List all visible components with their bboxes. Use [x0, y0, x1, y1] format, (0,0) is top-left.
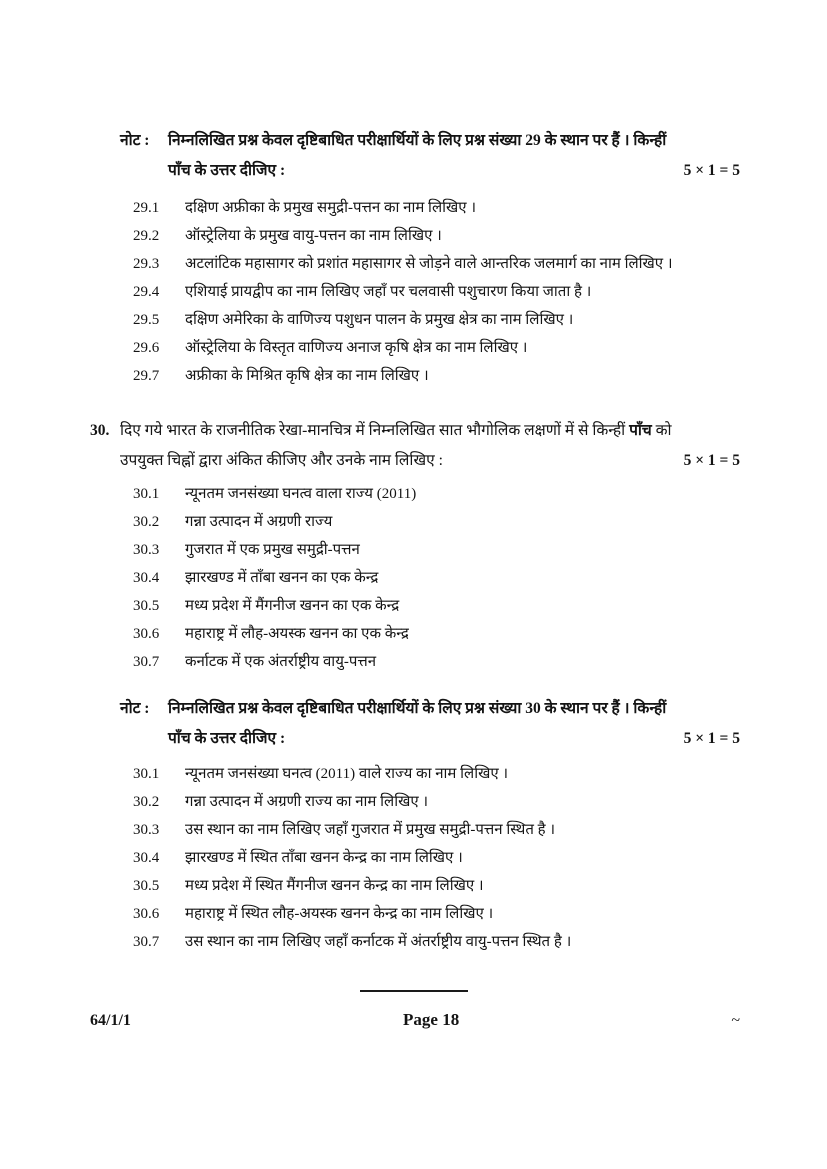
question-item-30-1	[133, 480, 740, 508]
note-label: नोट :	[120, 132, 150, 149]
question-30-items	[90, 480, 740, 676]
question-item-29-7	[133, 362, 740, 390]
question-text: दक्षिण अमेरिका के वाणिज्य पशुधन पालन के प्रमुख क्षेत्र का नाम लिखिए ।	[185, 312, 574, 328]
question-number: 30.6	[133, 626, 160, 642]
question-item-30b-5	[133, 872, 740, 900]
question-item-30b-4	[133, 844, 740, 872]
question-number: 30.1	[133, 486, 160, 502]
question-text-part3: उपयुक्त चिह्नों द्वारा अंकित कीजिए और उनके नाम लिखिए :	[120, 452, 443, 469]
question-number: 29.3	[133, 256, 160, 272]
question-number: 30.5	[133, 598, 160, 614]
question-number: 29.2	[133, 228, 160, 244]
question-text: गन्ना उत्पादन में अग्रणी राज्य का नाम लिखिए ।	[185, 794, 429, 810]
question-text: मध्य प्रदेश में स्थित मैंगनीज खनन केन्द्र का नाम लिखिए ।	[185, 878, 484, 894]
note-body	[168, 694, 740, 754]
question-number: 29.4	[133, 284, 160, 300]
question-text: गन्ना उत्पादन में अग्रणी राज्य	[185, 514, 333, 530]
question-number: 30.1	[133, 766, 160, 782]
question-text: न्यूनतम जनसंख्या घनत्व वाला राज्य (2011)	[185, 486, 417, 502]
note-body	[168, 126, 740, 186]
question-number: 30.7	[133, 654, 160, 670]
note-text-line1: निम्नलिखित प्रश्न केवल दृष्टिबाधित परीक्षार्थियों के लिए प्रश्न संख्या 29 के स्थान पर हैं । किन्हीं	[168, 132, 667, 149]
question-item-30b-2	[133, 788, 740, 816]
question-item-29-2	[133, 222, 740, 250]
question-text: अटलांटिक महासागर को प्रशांत महासागर से जोड़ने वाले आन्तरिक जलमार्ग का नाम लिखिए ।	[185, 256, 673, 272]
question-number: 30.7	[133, 934, 160, 950]
question-number: 29.1	[133, 200, 160, 216]
question-number: 29.6	[133, 340, 160, 356]
question-item-30-2	[133, 508, 740, 536]
question-text-bold: पाँच	[629, 422, 652, 439]
question-text: महाराष्ट्र में स्थित लौह-अयस्क खनन केन्द्र का नाम लिखिए ।	[185, 906, 494, 922]
question-number: 30.6	[133, 906, 160, 922]
question-item-30-3	[133, 536, 740, 564]
question-text-part1: दिए गये भारत के राजनीतिक रेखा-मानचित्र में निम्नलिखित सात भौगोलिक लक्षणों में से किन्हीं	[120, 422, 630, 439]
question-item-30b-3	[133, 816, 740, 844]
note-text-line2: पाँच के उत्तर दीजिए :	[168, 162, 286, 179]
section-divider	[360, 990, 468, 992]
question-item-29-4	[133, 278, 740, 306]
note-text-line1: निम्नलिखित प्रश्न केवल दृष्टिबाधित परीक्षार्थियों के लिए प्रश्न संख्या 30 के स्थान पर हैं । किन्हीं	[168, 700, 667, 717]
paper-code: 64/1/1	[90, 1012, 131, 1029]
question-text: मध्य प्रदेश में मैंगनीज खनन का एक केन्द्र	[185, 598, 400, 614]
question-text: महाराष्ट्र में लौह-अयस्क खनन का एक केन्द्र	[185, 626, 409, 642]
question-text: झारखण्ड में स्थित ताँबा खनन केन्द्र का नाम लिखिए ।	[185, 850, 463, 866]
question-text: दक्षिण अफ्रीका के प्रमुख समुद्री-पत्तन का नाम लिखिए ।	[185, 200, 477, 216]
question-item-30-4	[133, 564, 740, 592]
question-number: 30.2	[133, 514, 160, 530]
question-item-29-1	[133, 194, 740, 222]
question-item-30b-6	[133, 900, 740, 928]
question-item-30b-7	[133, 928, 740, 956]
question-text: अफ्रीका के मिश्रित कृषि क्षेत्र का नाम लिखिए ।	[185, 368, 429, 384]
question-number: 29.7	[133, 368, 160, 384]
question-item-30-6	[133, 620, 740, 648]
question-text-part2: को	[651, 422, 672, 439]
question-item-30-5	[133, 592, 740, 620]
question-item-29-3	[133, 250, 740, 278]
question-number: 30.3	[133, 542, 160, 558]
marks-scheme: 5 × 1 = 5	[683, 452, 740, 469]
page-number: Page 18	[403, 1010, 460, 1029]
question-text: गुजरात में एक प्रमुख समुद्री-पत्तन	[185, 542, 360, 558]
question-item-30b-1	[133, 760, 740, 788]
question-text: कर्नाटक में एक अंतर्राष्ट्रीय वायु-पत्तन	[185, 654, 377, 670]
question-text: ऑस्ट्रेलिया के विस्तृत वाणिज्य अनाज कृषि क्षेत्र का नाम लिखिए ।	[185, 340, 528, 356]
question-text: एशियाई प्रायद्वीप का नाम लिखिए जहाँ पर चलवासी पशुचारण किया जाता है ।	[185, 284, 592, 300]
question-item-29-5	[133, 306, 740, 334]
footer-tilde-mark: ~	[731, 1012, 740, 1029]
question-number: 30.3	[133, 822, 160, 838]
note-question-29	[120, 126, 740, 186]
question-number: 30.4	[133, 570, 160, 586]
page-footer	[90, 1010, 740, 1030]
question-29-items	[90, 194, 740, 390]
question-30-alt-items	[90, 760, 740, 956]
marks-scheme: 5 × 1 = 5	[683, 730, 740, 747]
note-question-30	[120, 694, 740, 754]
question-text: ऑस्ट्रेलिया के प्रमुख वायु-पत्तन का नाम लिखिए ।	[185, 228, 442, 244]
question-number: 30.2	[133, 794, 160, 810]
question-text: उस स्थान का नाम लिखिए जहाँ कर्नाटक में अंतर्राष्ट्रीय वायु-पत्तन स्थित है ।	[185, 934, 572, 950]
note-label: नोट :	[120, 700, 150, 717]
question-text: उस स्थान का नाम लिखिए जहाँ गुजरात में प्रमुख समुद्री-पत्तन स्थित है ।	[185, 822, 556, 838]
question-text: न्यूनतम जनसंख्या घनत्व (2011) वाले राज्य का नाम लिखिए ।	[185, 766, 509, 782]
question-30	[90, 416, 740, 476]
question-body	[120, 416, 740, 476]
question-text: झारखण्ड में ताँबा खनन का एक केन्द्र	[185, 570, 379, 586]
marks-scheme: 5 × 1 = 5	[683, 162, 740, 179]
question-item-29-6	[133, 334, 740, 362]
question-number: 29.5	[133, 312, 160, 328]
question-item-30-7	[133, 648, 740, 676]
question-number: 30.5	[133, 878, 160, 894]
question-number: 30.	[90, 422, 110, 439]
note-text-line2: पाँच के उत्तर दीजिए :	[168, 730, 286, 747]
question-number: 30.4	[133, 850, 160, 866]
